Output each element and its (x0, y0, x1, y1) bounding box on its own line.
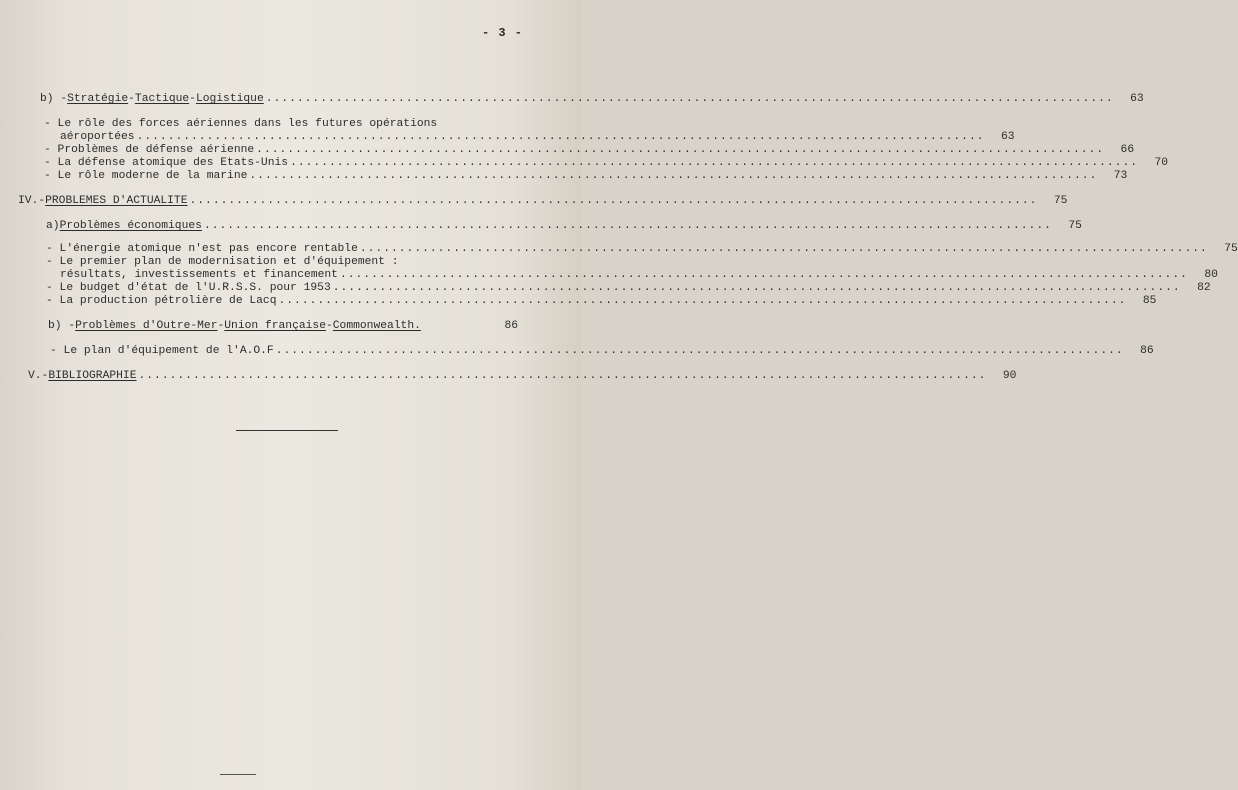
section-title-outre-mer: Problèmes d'Outre-Mer (75, 320, 218, 332)
page-ref: 85 (1142, 295, 1157, 307)
leader-dots: ............................................................................................................. (256, 144, 1105, 156)
page-ref: 75 (1053, 195, 1068, 207)
section-title-union-francaise: Union française (224, 320, 326, 332)
leader-dots: ............................................................................................................. (290, 157, 1138, 169)
toc-section-economiques: a) Problèmes économiques ............................................................................................................. 75 (46, 220, 1082, 232)
chapter-title: PROBLEMES D'ACTUALITE (45, 195, 188, 207)
section-title: Problèmes économiques (59, 220, 202, 232)
page-ref: 73 (1113, 170, 1128, 182)
page-number: - 3 - (482, 26, 524, 40)
toc-entry-budget-urss: - Le budget d'état de l'U.R.S.S. pour 1953 ............................................................................................................. 82 (46, 282, 1211, 294)
page-ref: 70 (1154, 157, 1168, 169)
page-ref: 86 (504, 320, 518, 332)
page-ref: 75 (1068, 220, 1082, 232)
toc-chapter-v: V.- BIBLIOGRAPHIE ............................................................................................................. 90 (28, 370, 1017, 382)
section-prefix: b) - (40, 93, 68, 105)
leader-dots: ............................................................................................................. (136, 131, 985, 143)
page-ref: 75 (1224, 243, 1238, 255)
toc-entry-defense-atomique: - La défense atomique des Etats-Unis ............................................................................................................. 70 (44, 157, 1168, 169)
end-rule (236, 430, 338, 431)
section-title-commonwealth: Commonwealth. (332, 320, 421, 332)
toc-chapter-iv: IV.- PROBLEMES D'ACTUALITE ............................................................................................................. 75 (18, 195, 1068, 207)
toc-entry-resultats: résultats, investissements et financement ............................................................................................................. 80 (60, 269, 1218, 281)
section-title-strategie: Stratégie (67, 93, 129, 105)
page-ref: 86 (1140, 345, 1154, 357)
toc-section-strategy: b) - Stratégie - Tactique - Logistique ............................................................................................................. 63 (40, 93, 1144, 105)
page-ref: 80 (1204, 269, 1218, 281)
leader-dots: ............................................................................................................. (278, 295, 1127, 307)
leader-dots: ............................................................................................................. (189, 195, 1038, 207)
leader-dots: ............................................................................................................. (339, 269, 1188, 281)
page-ref: 66 (1120, 144, 1135, 156)
page-ref: 90 (1002, 370, 1017, 382)
toc-entry-lacq: - La production pétrolière de Lacq ............................................................................................................. 85 (46, 295, 1157, 307)
toc-entry-line1: - Le premier plan de modernisation et d'équipement : (46, 256, 399, 268)
leader-dots: ............................................................................................................. (275, 345, 1124, 357)
toc-entry-line1: - Le rôle des forces aériennes dans les futures opérations (44, 118, 438, 130)
leader-dots: ............................................................................................................. (265, 93, 1114, 105)
toc-entry-plan-aof: - Le plan d'équipement de l'A.O.F ............................................................................................................. 86 (50, 345, 1154, 357)
page-ref: 82 (1197, 282, 1211, 294)
toc-section-outre-mer: b) - Problèmes d'Outre-Mer - Union française - Commonwealth. 86 (48, 320, 518, 332)
toc-entry-defense-aerienne: - Problèmes de défense aérienne ............................................................................................................. 66 (44, 144, 1135, 156)
toc-entry-aeroportees: aéroportées ............................................................................................................. 63 (60, 131, 1015, 143)
section-title-tactique: Tactique (134, 93, 190, 105)
toc-entry-marine: - Le rôle moderne de la marine ............................................................................................................. 73 (44, 170, 1128, 182)
page-ref: 63 (1000, 131, 1015, 143)
bottom-mark (220, 774, 256, 775)
leader-dots: ............................................................................................................. (138, 370, 987, 382)
page-ref: 63 (1130, 93, 1144, 105)
leader-dots: ............................................................................................................. (203, 220, 1052, 232)
leader-dots: ............................................................................................................. (249, 170, 1098, 182)
leader-dots: ............................................................................................................. (332, 282, 1181, 294)
leader-dots: ............................................................................................................. (359, 243, 1208, 255)
section-title-logistique: Logistique (195, 93, 264, 105)
chapter-title: BIBLIOGRAPHIE (48, 370, 137, 382)
toc-entry-energie-atomique: - L'énergie atomique n'est pas encore rentable ............................................................................................................. 75 (46, 243, 1238, 255)
